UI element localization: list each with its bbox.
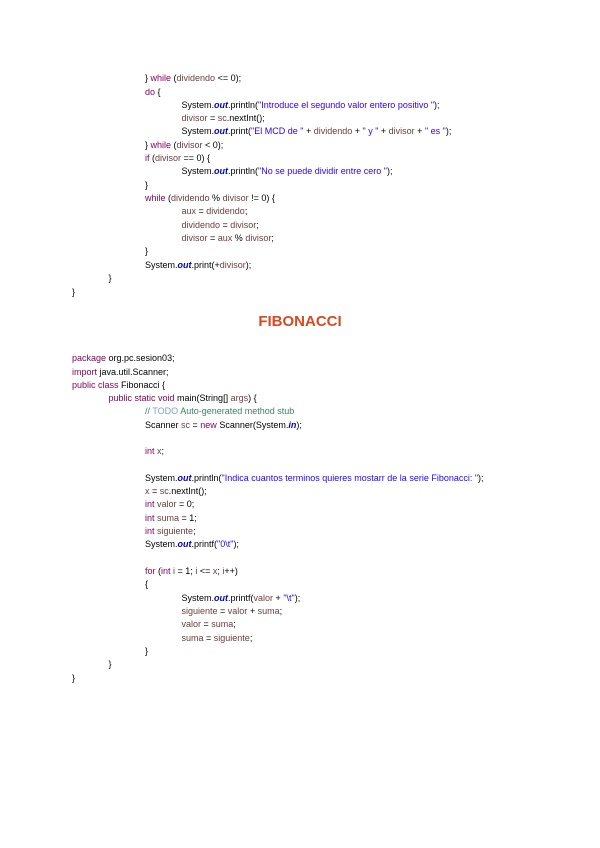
code-token: main(String[] [174, 393, 231, 403]
code-token: divisor [230, 220, 257, 230]
code-token: "0\t" [217, 539, 234, 549]
code-token: out [177, 473, 192, 483]
code-line [182, 125, 452, 137]
code-line [182, 165, 393, 177]
code-token: .printf( [228, 593, 254, 603]
code-token: } [72, 673, 76, 683]
code-token: + [273, 593, 284, 603]
code-token: java.util.Scanner; [97, 367, 169, 377]
code-token: ; [233, 619, 236, 629]
code-token: = 0; [176, 499, 195, 509]
code-line [182, 592, 301, 604]
code-line [182, 605, 283, 617]
code-line [109, 658, 112, 670]
code-token: TODO [152, 406, 179, 416]
code-token: sc [159, 486, 169, 496]
code-token: ; [244, 206, 248, 216]
code-token: siguiente [213, 633, 250, 643]
code-token: "Introduce el segundo valor entero positivo " [258, 100, 435, 110]
code-token: .nextInt(); [226, 113, 265, 123]
code-token: = [220, 220, 231, 230]
code-token: } [145, 140, 151, 150]
code-token: divisor [181, 113, 208, 123]
code-line [72, 286, 75, 298]
code-line [145, 152, 210, 164]
code-line [182, 232, 274, 244]
code-line [145, 512, 197, 524]
code-token: "Indica cuantos terminos quieres mostarr de la serie Fibonacci: " [221, 473, 479, 483]
code-line [72, 672, 75, 684]
section-title: FIBONACCI [258, 313, 342, 330]
code-token: .println( [191, 473, 222, 483]
code-token: " es " [424, 126, 446, 136]
code-token: System. [181, 100, 215, 110]
code-token: siguiente [157, 526, 194, 536]
code-token: divisor [155, 153, 182, 163]
code-token: divisor [219, 260, 246, 270]
code-token: dividendo [176, 73, 216, 83]
code-token: Scanner [145, 420, 182, 430]
code-line [182, 205, 248, 217]
code-token: x [212, 566, 218, 576]
code-token: out [177, 539, 192, 549]
code-token: < 0); [202, 140, 224, 150]
code-token: " y " [362, 126, 379, 136]
code-token: == 0) { [181, 153, 211, 163]
code-token: ); [445, 126, 452, 136]
code-line [145, 419, 302, 431]
code-token: divisor [388, 126, 415, 136]
code-line [145, 538, 239, 550]
code-token: // [145, 406, 153, 416]
code-line [145, 645, 148, 657]
code-token: = [201, 619, 212, 629]
code-line [145, 565, 238, 577]
code-token: ++) [224, 566, 238, 576]
code-token: i [195, 566, 198, 576]
code-token: int [145, 513, 155, 523]
code-token: } [145, 180, 149, 190]
code-line [182, 618, 236, 630]
code-token: "\t" [283, 593, 295, 603]
code-token: ); [387, 166, 393, 176]
code-token: suma [181, 633, 204, 643]
code-token: } [108, 273, 112, 283]
code-token: = [196, 206, 207, 216]
code-token: out [214, 166, 229, 176]
code-line [145, 72, 241, 84]
code-token: .print( [228, 126, 252, 136]
code-line [145, 405, 294, 417]
code-token: ; [271, 233, 274, 243]
code-token: x [145, 486, 150, 496]
code-token: int [145, 499, 155, 509]
code-token: ); [294, 593, 301, 603]
code-token: int [145, 446, 155, 456]
code-token: valor [181, 619, 202, 629]
code-token: <= 0); [215, 73, 242, 83]
code-token: out [214, 100, 229, 110]
code-token: ( [155, 566, 162, 576]
code-token: out [177, 260, 192, 270]
code-token: valor [227, 606, 248, 616]
code-token: + [247, 606, 258, 616]
code-line [72, 352, 175, 364]
code-token: ; [193, 526, 196, 536]
code-token: ; [256, 220, 259, 230]
code-token: } [145, 646, 149, 656]
code-line [145, 86, 161, 98]
code-token: } [72, 287, 76, 297]
code-token: .println( [228, 166, 259, 176]
code-token: + [352, 126, 363, 136]
code-token: do [145, 87, 156, 97]
code-token: i [173, 566, 176, 576]
code-token: ) { [248, 393, 257, 403]
code-token: in [288, 420, 297, 430]
code-token: new [200, 420, 217, 430]
code-token: } [108, 659, 112, 669]
code-token: out [214, 126, 229, 136]
code-line [182, 219, 259, 231]
code-token: ); [434, 100, 440, 110]
code-line [72, 366, 169, 378]
code-token: != 0) { [248, 193, 275, 203]
code-token: } [145, 73, 151, 83]
code-token: % [209, 193, 223, 203]
code-line [145, 179, 148, 191]
code-token: int [161, 566, 171, 576]
code-token: = [149, 486, 160, 496]
code-token: ( [171, 140, 177, 150]
code-token: = [207, 233, 218, 243]
code-token: ); [296, 420, 302, 430]
code-token: { [155, 87, 161, 97]
code-token: dividendo [206, 206, 245, 216]
code-token: .nextInt(); [168, 486, 207, 496]
code-token: import [72, 367, 98, 377]
code-line [145, 445, 164, 457]
code-token: package [72, 353, 107, 363]
code-line [72, 379, 165, 391]
code-token: .printf( [191, 539, 218, 549]
code-line [182, 99, 440, 111]
code-token: System. [181, 166, 215, 176]
code-line [145, 525, 196, 537]
code-token: + [303, 126, 314, 136]
code-token: while [150, 140, 172, 150]
code-token: System. [181, 593, 215, 603]
code-token: divisor [176, 140, 203, 150]
code-token: ; [249, 633, 253, 643]
code-token: aux [217, 233, 233, 243]
code-token: % [232, 233, 246, 243]
code-token: divisor [245, 233, 272, 243]
code-line [109, 272, 112, 284]
code-line [182, 112, 265, 124]
code-token: divisor [181, 233, 208, 243]
code-token: ( [171, 73, 177, 83]
code-token: sc [181, 420, 191, 430]
code-token: ); [478, 473, 484, 483]
code-token: dividendo [313, 126, 353, 136]
code-token: args [230, 393, 249, 403]
code-token: Scanner(System. [216, 420, 289, 430]
code-token: for [145, 566, 156, 576]
code-token: + [378, 126, 389, 136]
code-line [109, 392, 257, 404]
code-token: dividendo [171, 193, 210, 203]
code-token: = [207, 113, 218, 123]
code-token: suma [257, 606, 280, 616]
code-token: ( [149, 153, 155, 163]
code-line [145, 259, 251, 271]
code-token: System. [181, 126, 215, 136]
code-token: out [214, 593, 229, 603]
code-token: System. [145, 260, 178, 270]
code-token: + [414, 126, 425, 136]
code-token: ; [279, 606, 283, 616]
code-token: "El MCD de " [251, 126, 304, 136]
code-token: while [145, 193, 166, 203]
code-token: x [157, 446, 162, 456]
code-token: public static void [108, 393, 175, 403]
code-line [145, 498, 194, 510]
code-token: ( [165, 193, 172, 203]
code-token: .println( [228, 100, 259, 110]
code-token: valor [157, 499, 177, 509]
code-token: <= [197, 566, 213, 576]
code-token: = 1; [175, 566, 196, 576]
code-line [145, 578, 148, 590]
code-token: while [150, 73, 172, 83]
code-token: ; [217, 566, 223, 576]
code-token: .print(+ [191, 260, 220, 270]
code-token: } [145, 246, 149, 256]
code-token: if [145, 153, 150, 163]
code-token: System. [145, 473, 178, 483]
code-token: = [217, 606, 228, 616]
code-token: org.pc.sesion03; [106, 353, 175, 363]
code-token: suma [157, 513, 180, 523]
code-token: i [222, 566, 225, 576]
code-token: suma [211, 619, 234, 629]
code-line [145, 485, 207, 497]
code-token: "No se puede dividir entre cero " [258, 166, 387, 176]
code-token: = [190, 420, 201, 430]
code-token: divisor [222, 193, 249, 203]
code-line [145, 139, 223, 151]
code-token: ; [161, 446, 165, 456]
code-line [182, 632, 253, 644]
code-token: public class [72, 380, 119, 390]
code-token: dividendo [181, 220, 221, 230]
code-token: int [145, 526, 155, 536]
code-line [145, 192, 275, 204]
code-token: = [203, 633, 214, 643]
code-token: ); [245, 260, 252, 270]
code-line [145, 245, 148, 257]
code-token: = 1; [179, 513, 197, 523]
code-token: { [145, 579, 149, 589]
code-line [145, 472, 484, 484]
code-token: System. [145, 539, 178, 549]
code-token: Auto-generated method stub [178, 406, 295, 416]
code-token: aux [181, 206, 197, 216]
code-token: sc [217, 113, 227, 123]
code-token: siguiente [181, 606, 218, 616]
code-token: valor [253, 593, 274, 603]
code-token: Fibonacci { [118, 380, 166, 390]
code-token: ); [233, 539, 239, 549]
